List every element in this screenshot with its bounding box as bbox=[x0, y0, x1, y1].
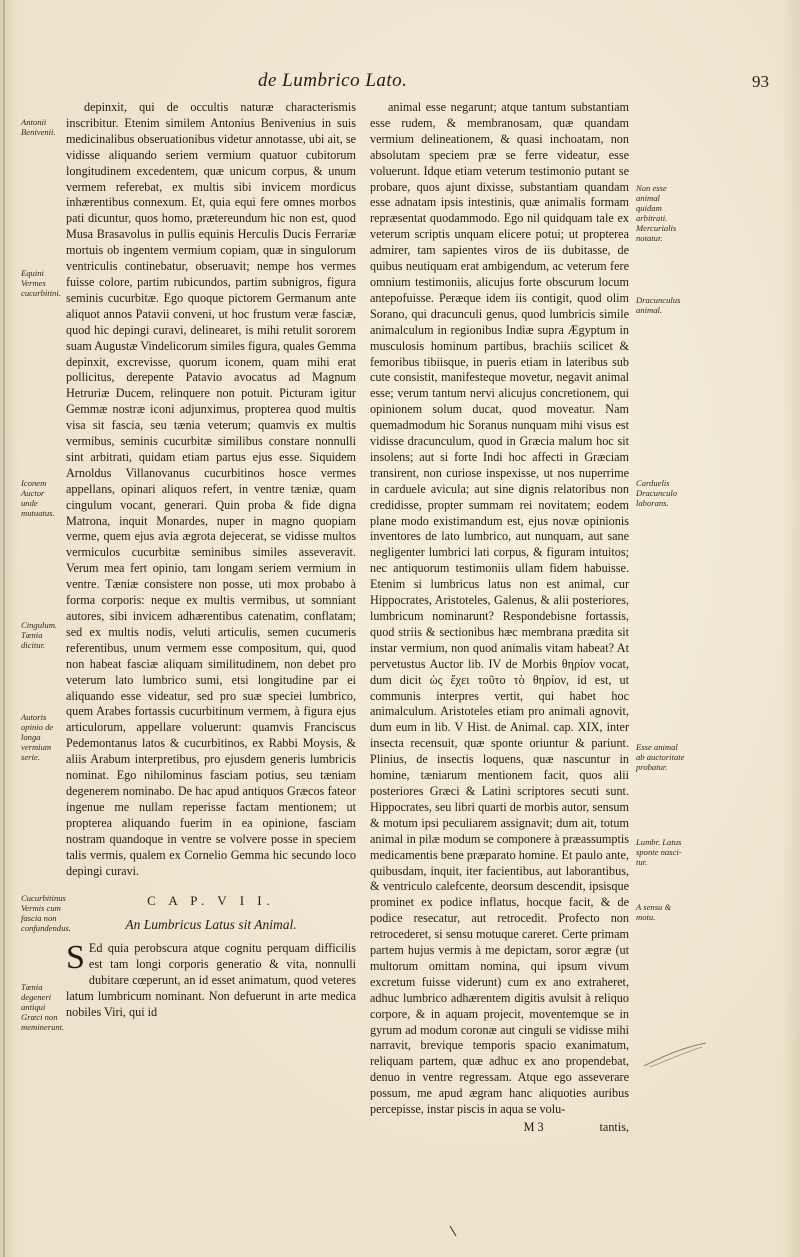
ink-tick-mark bbox=[448, 1224, 458, 1238]
margin-note-taenia-degener: Tænia degeneri antiqui Græci non meminerunt. bbox=[21, 982, 65, 1032]
drop-capital: S bbox=[66, 939, 85, 977]
margin-note-icon-source: Iconem Auctor unde mutuatus. bbox=[21, 478, 55, 518]
page-number: 93 bbox=[752, 72, 769, 91]
chapter-heading: C A P. V I I. bbox=[147, 893, 275, 909]
margin-note-sensu-motu: A sensu & motu. bbox=[636, 902, 672, 922]
margin-note-carduelis: Carduelis Dracunculo laborans. bbox=[636, 478, 678, 508]
margin-note-mercurialis: Non esse animal quidam arbitrati. Mercurialis notatur. bbox=[636, 183, 677, 243]
margin-note-author-opinion: Autoris opinio de longa vermium serie. bbox=[21, 712, 54, 762]
left-paragraph-1: depinxit, qui de occultis naturæ characterismis inscribitur. Etenim similem Antonius Benivenius in suis medicinalibus obseruationibus videtur annotasse, ubi ait, se vidisse aliquando seriem vermium quatuor cubitorum longitudinem excedentem, quæ unicum corpus, & unum vermem referebat, ex multis sibi invicem mordicus inhærentibus connexum. Et, quia equi fere omnes morbos pati dicuntur, quos homo, prætereundum hic non est, quod Musa Brasavolus in pullis equinis Herculis Ducis Ferrariæ mortuis ob ingentem vermium copiam, quæ in singulorum ventriculis continebatur, obseruavit; nempe hos vermes fuisse colore, partim rubicundos, partim subnigros, figura seminis cucurbitæ. Ego quoque pictorem Germanum ante aliquot annos Patavii conveni, ut hoc frustum veræ fasciæ, quod hic depingi curavi, delinearet, is mihi retulit sororem suam Augustæ Vindelicorum similes figura, quales Gemma depinxit, excrevisse, quorum iconem, quam mihi erat pollicitus, derepente Patavio avocatus ad Magnum Hetruriæ Ducem, relinquere non potuit. Picturam igitur Gemmæ nostræ iconi adjunximus, propterea quod multis visa sit fascia, seu tænia veterum; quamvis ex multis vermibus, seminis cucurbitæ similibus constare nonnulli sint arbitrati, quidam etiam partus ejus esse. Siquidem Arnoldus Villanovanus cucurbitinos hosce vermes appellans, opinari aliquos refert, in ventre tæniæ, quam cingulum vocant, generari. Quin proba & fide digna Matrona, inquit Monardes, nuper in magno quopiam verme, quem ejus avia ægrota dejecerat, se vidisse multos vermiculos cucurbitæ seminibus similes asseveravit. Verum mea fert opinio, tam longam seriem vermium in ventre. Tæniæ consistere non posse, uti mox probabo à forma corporis: neque ex multis vermibus, ut somniant autores, sibi invicem adhærentibus catenatim, conflatam; sed ex multis nodis, veluti articulis, semen cucumeris referentibus, unum vermem esse compositum, qui, quod non habeat fasciæ aliquam similitudinem, non debet pro veterum lato lumbrico sumi, etsi longitudine par ei aliquando esse videatur, sed pro suæ speciei lumbrico, quem Arabes fortassis cucurbitinum vermem, à figura ejus articulorum, appellare voluerunt: quamvis Franciscus Pedemontanus latos & cucurbitinos, ex Rabbi Moysis, & aliis Arabum interpretibus, pro ejusdem generis lumbricis nominat. Ego nihilominus fasciam potius, seu tæniam degenerem nominabo. De hac apud antiquos Græcos fateor ingenue me nullam reperisse factam mentionem; ut propterea aliquando fuerim in ea opinione, fasciam nostram quandoque in ventre se volvere posse in speciem talis vermis, qualem ex Cornelio Gemma hic secundo loco depingi curavi. bbox=[66, 100, 356, 878]
ink-stroke-mark bbox=[640, 1040, 710, 1070]
margin-note-auctoritate: Esse animal ab auctoritate probatur. bbox=[636, 742, 685, 772]
left-column bbox=[66, 100, 356, 1021]
left-paragraph-2-text: Ed quia perobscura atque cognitu perquam difficilis est tam longi corporis generatio & vita, nonnulli dubitare cœperunt, an id esset animatum, quod veteres latum lumbricum nominant. Non defuerunt in arte medica nobiles Viri, qui id bbox=[66, 941, 356, 1019]
signature-mark: M 3 bbox=[523, 1120, 544, 1134]
page-footer-line bbox=[370, 1120, 629, 1136]
margin-note-benivenius: Antonii Benivenii. bbox=[21, 117, 56, 137]
left-paragraph-2 bbox=[66, 941, 356, 1021]
margin-note-cucurbitinus: Cucurbitinus Vermis cum fascia non confundendus. bbox=[21, 893, 71, 933]
margin-note-dracunculus: Dracunculus animal. bbox=[636, 295, 681, 315]
right-paragraph-1: animal esse negarunt; atque tantum substantiam esse rudem, & membranosam, quæ quandam vermium delineationem, & quasi inchoatam, non absolutam speciem præ se ferre videatur, esse voluerunt. Idque etiam veterum testimonio putant se probare, quos ajunt dixisse, substantiam quandam esse adnatam ipsis intestinis, quæ animalis formam repræsentat quodammodo. Ego nil quidquam tale ex veterum scriptis unquam elicere potui; ut propterea admirer, tam sapientes viros de iis dubitasse, de quibus neutiquam erat ambigendum, ac veterum fere omnium testimoniis, alicujus forte obscurum locum antepofuisse. Peræque idem iis contigit, quod olim Sorano, qui dracunculi genus, quod lumbricis simile animalculum in regionibus Indiæ supra Ægyptum in musculosis hominum partibus, brachiis scilicet & femoribus tibiisque, in pueris etiam in lateribus sub cute consistit, manifesteque movetur, negavit animal esse; verum tantum nervi alicujus concretionem, qui opinionem solum ducat, quod moveatur. Nam quemadmodum hic Soranus nunquam mihi visus est vidisse dracunculum, quod in Græcia malum hoc sit insolens; aut si forte Indi hoc affecti in Græciam transirent, non curiose inspexisse, ut nos nuperrime in carduele avicula; aut sine dignis relatoribus non credidisse, propter summam rei novitatem; eodem plane modo existimandum est, ejus novæ opinionis inventores de lato lumbrico, aut nunquam, aut sane negligenter lumbrici lati corpus, & figuram intuitos; nec antiquorum testimoniis ullam fidem habuisse. Etenim si lumbricus latus non est animal, cur Hippocrates, Aristoteles, Galenus, & alii posteriores, lumbricum nominarunt? Respondebisne fortassis, quod striis & sectionibus hæc membrana prædita sit instar vermium, non quod animalis vitam habeat? At pervetustus Auctor lib. IV de Morbis θηρίον vocat, dum dicit ὡς ἔχει τοῦτο τὸ θηρίον, id est, ut communis interpres vertit, qui habet hoc animalculum. Aristoteles etiam pro animali agnovit, dum eum in lib. V Hist. de Animal. cap. XIX, inter insecta recensuit, quæ sponte oriuntur & pariunt. Plinius, de insectis loquens, quæ nascuntur in homine, tæniarum mentionem facit, quos alii posteriores Græci & Latini scriptores secuti sunt. Hippocrates, seu libri quarti de morbis autor, sensum & motum ipsi peculiarem assignavit; dum ait, totum animal in pilæ modum se componere à præassumptis medicamentis bene præparato homine. Et paulo ante, quibusdam, inquit, iter facientibus, aut laborantibus, & ventriculo calefcente, deorsum descendit, ipsisque prominet ex podice inflatus, hocque facit, & de podice resecatur, aut retrocedit. Profecto non retrocederet, si sensu motuque careret. Certe primam partem hujus vermis à me depictam, soror ægræ (ut multorum omittam nomina, qui ipsum vivum excretum fuisse viderunt) cum ex ano extraheret, adhuc lumbrico adhærentem digitis avulsit à reliquo corpore, & in aquam projecit, moventemque se in gyrum ad modum coronæ aut cinguli se vidisse mihi narravit, brevique temporis spacio exanimatum, reliquam partem, quæ adhuc ex ano propendebat, denuo in ventre regressam. Atque ego asseverare possum, me apud ægram hanc aliquoties auribus percepisse, instar piscis in aqua se volu- bbox=[370, 100, 629, 1117]
margin-note-equine-worms: Equini Vermes cucurbitini. bbox=[21, 268, 61, 298]
chapter-title: An Lumbricus Latus sit Animal. bbox=[125, 917, 297, 933]
binding-edge bbox=[3, 0, 5, 1257]
page-header bbox=[0, 70, 800, 96]
margin-note-sponte: Lumbr. Latus sponte nasci-tur. bbox=[636, 837, 682, 867]
margin-note-cingulum: Cingulum. Tænia dicitur. bbox=[21, 620, 58, 650]
catchword: tantis, bbox=[599, 1120, 629, 1134]
right-column bbox=[370, 100, 629, 1136]
running-title: de Lumbrico Lato. bbox=[258, 70, 408, 91]
